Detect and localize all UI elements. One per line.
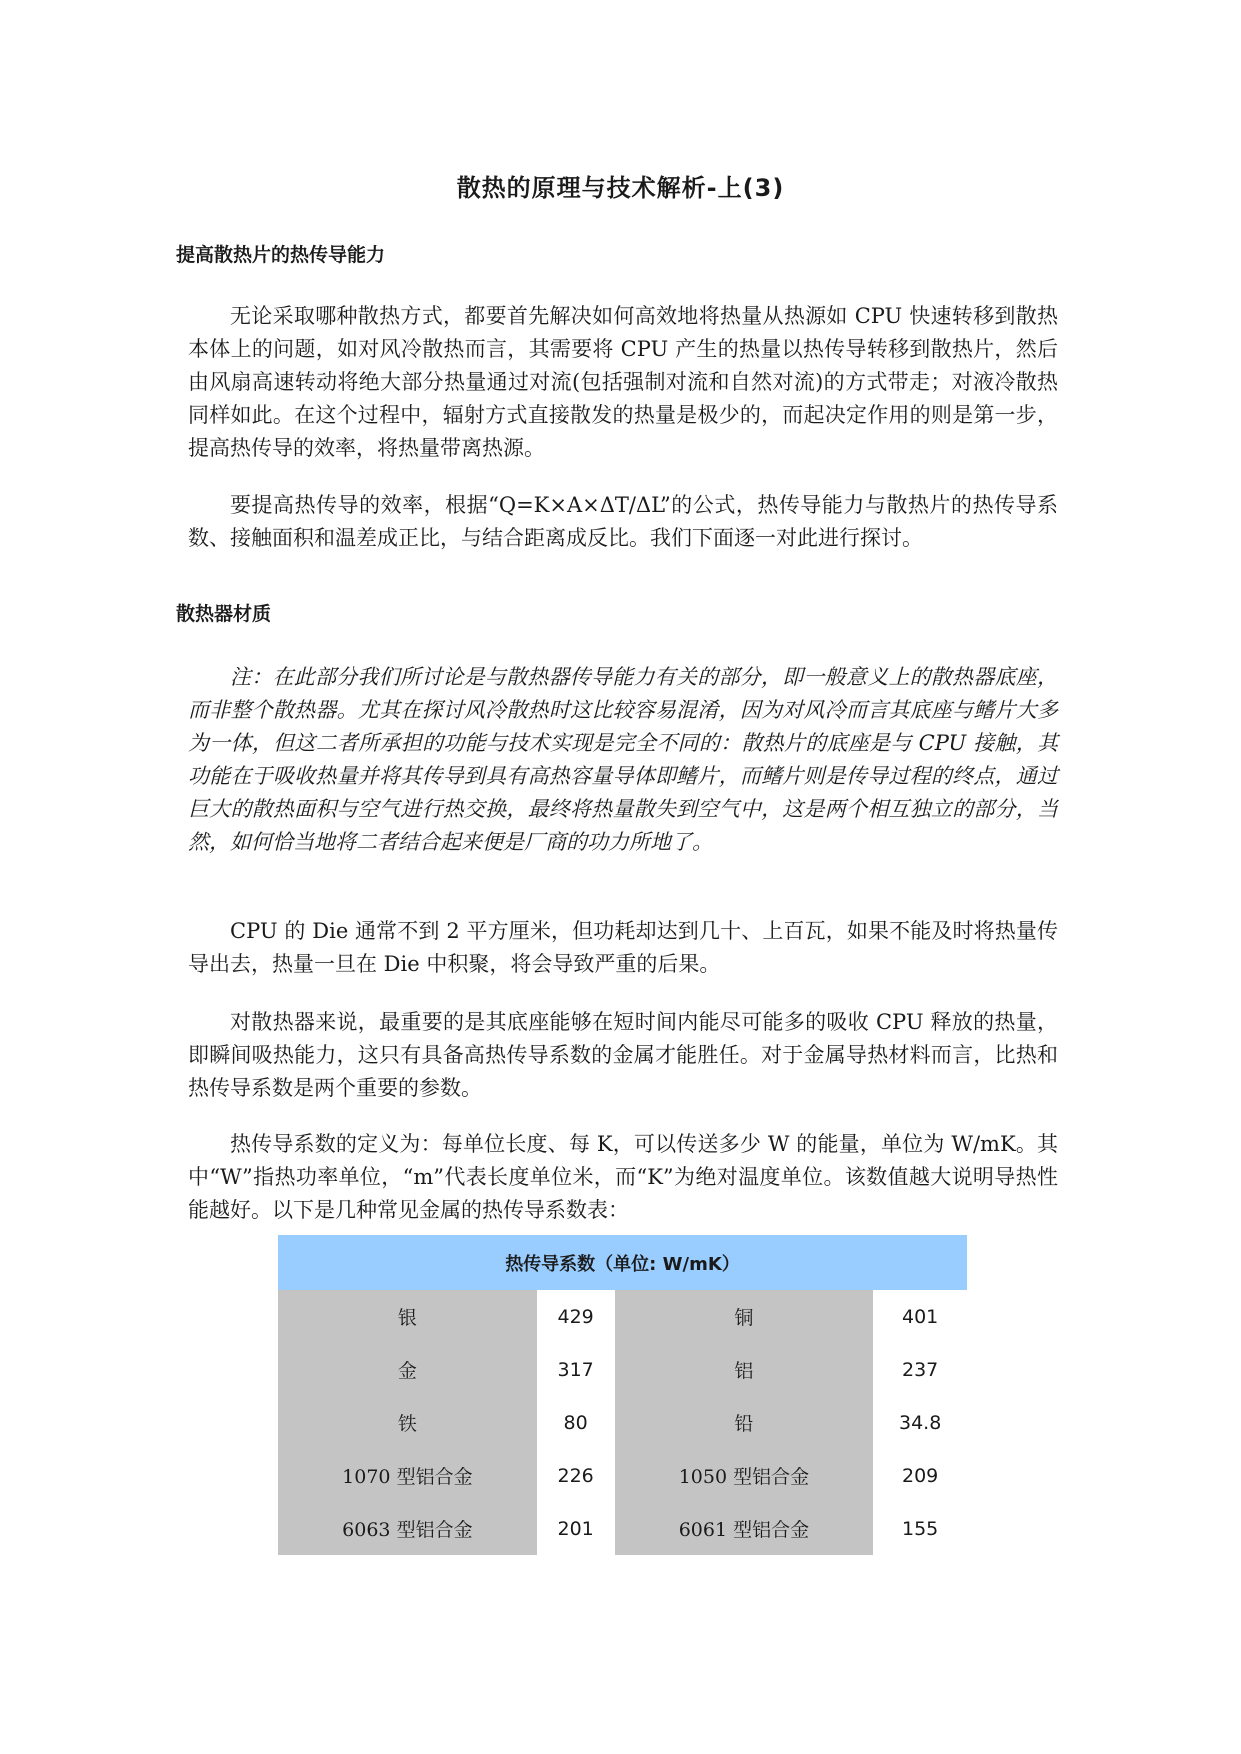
material-name: 1070 型铝合金 (278, 1449, 537, 1502)
conductivity-value: 237 (873, 1343, 967, 1396)
table-header: 热传导系数（单位: W/mK） (278, 1235, 967, 1290)
table-row (278, 1502, 967, 1555)
conductivity-value: 155 (873, 1502, 967, 1555)
material-name: 铁 (278, 1396, 537, 1449)
material-name: 6063 型铝合金 (278, 1502, 537, 1555)
paragraph-absorb: 对散热器来说，最重要的是其底座能够在短时间内能尽可能多的吸收 CPU 释放的热量，即瞬间吸热能力，这只有具备高热传导系数的金属才能胜任。对于金属导热材料而言，比热和热传导系数是两个重要的参数。 (188, 1010, 1058, 1100)
conductivity-value: 226 (537, 1449, 615, 1502)
thermal-conductivity-table (278, 1235, 967, 1555)
material-name: 6061 型铝合金 (615, 1502, 874, 1555)
page-title: 散热的原理与技术解析-上(3) (456, 174, 785, 202)
table-row (278, 1449, 967, 1502)
conductivity-value: 34.8 (873, 1396, 967, 1449)
paragraph-definition: 热传导系数的定义为：每单位长度、每 K，可以传送多少 W 的能量，单位为 W/mK。其中“W”指热功率单位，“m”代表长度单位米，而“K”为绝对温度单位。该数值越大说明导热性能越好。以下是几种常见金属的热传导系数表： (188, 1132, 1058, 1222)
conductivity-value: 209 (873, 1449, 967, 1502)
paragraph-formula: 要提高热传导的效率，根据“Q=K×A×ΔT/ΔL”的公式，热传导能力与散热片的热传导系数、接触面积和温差成正比，与结合距离成反比。我们下面逐一对此进行探讨。 (188, 493, 1058, 550)
paragraph-cpu-die: CPU 的 Die 通常不到 2 平方厘米，但功耗却达到几十、上百瓦，如果不能及时将热量传导出去，热量一旦在 Die 中积聚，将会导致严重的后果。 (188, 919, 1058, 976)
table-row (278, 1396, 967, 1449)
material-name: 1050 型铝合金 (615, 1449, 874, 1502)
paragraph-note: 注：在此部分我们所讨论是与散热器传导能力有关的部分，即一般意义上的散热器底座，而非整个散热器。尤其在探讨风冷散热时这比较容易混淆，因为对风冷而言其底座与鳍片大多为一体，但这二者所承担的功能与技术实现是完全不同的：散热片的底座是与 CPU 接触，其功能在于吸收热量并将其传导到具有高热容量导体即鳍片，而鳍片则是传导过程的终点，通过巨大的散热面积与空气进行热交换，最终将热量散失到空气中，这是两个相互独立的部分，当然，如何恰当地将二者结合起来便是厂商的功力所地了。 (188, 665, 1058, 854)
material-name: 铜 (615, 1290, 874, 1343)
section-heading-material: 散热器材质 (176, 603, 272, 625)
conductivity-value: 317 (537, 1343, 615, 1396)
material-name: 银 (278, 1290, 537, 1343)
conductivity-value: 429 (537, 1290, 615, 1343)
material-name: 铅 (615, 1396, 874, 1449)
paragraph-intro: 无论采取哪种散热方式，都要首先解决如何高效地将热量从热源如 CPU 快速转移到散热本体上的问题，如对风冷散热而言，其需要将 CPU 产生的热量以热传导转移到散热片，然后由风扇高速转动将绝大部分热量通过对流(包括强制对流和自然对流)的方式带走；对液冷散热同样如此。在这个过程中，辐射方式直接散发的热量是极少的，而起决定作用的则是第一步，提高热传导的效率，将热量带离热源。 (188, 304, 1058, 460)
conductivity-value: 401 (873, 1290, 967, 1343)
table-row (278, 1343, 967, 1396)
material-name: 金 (278, 1343, 537, 1396)
section-heading-heat-conduction: 提高散热片的热传导能力 (176, 244, 386, 266)
table-row (278, 1290, 967, 1343)
conductivity-value: 80 (537, 1396, 615, 1449)
conductivity-value: 201 (537, 1502, 615, 1555)
material-name: 铝 (615, 1343, 874, 1396)
